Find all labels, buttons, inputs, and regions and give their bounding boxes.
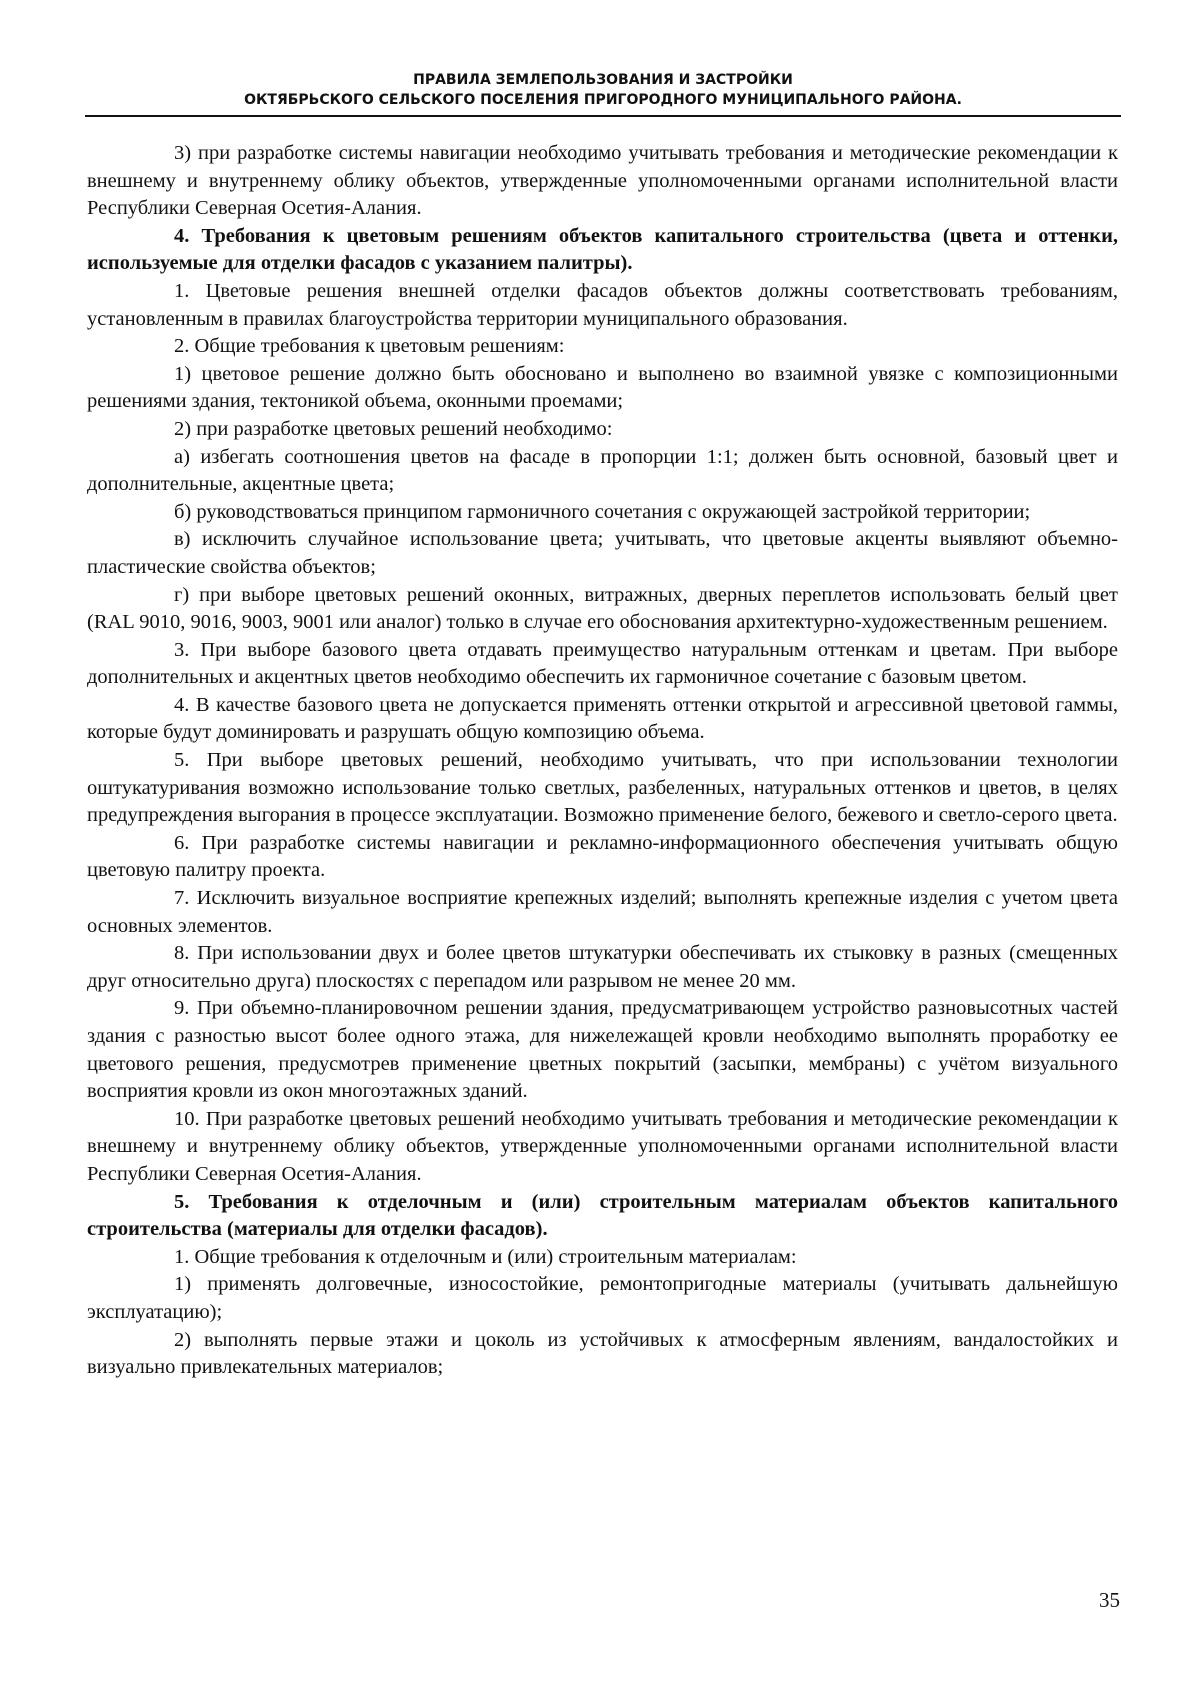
paragraph: в) исключить случайное использование цвета; учитывать, что цветовые акценты выявляют объемно-пластические свойства объектов;	[87, 528, 1118, 578]
page-number: 35	[1099, 1588, 1120, 1612]
paragraph: 1) цветовое решение должно быть обосновано и выполнено во взаимной увязке с композиционными решениями здания, тектоникой объема, оконными проемами;	[87, 362, 1118, 413]
paragraph: 7. Исключить визуальное восприятие крепежных изделий; выполнять крепежные изделия с учетом цвета основных элементов.	[87, 887, 1118, 937]
paragraph: 1. Общие требования к отделочным и (или) строительным материалам:	[174, 1245, 797, 1268]
section-heading-5: 5. Требования к отделочным и (или) строительным материалам объектов капитального строительства (материалы для отделки фасадов).	[87, 1190, 1118, 1241]
paragraph: 1) применять долговечные, износостойкие, ремонтопригодные материалы (учитывать дальнейшую эксплуатацию);	[87, 1273, 1118, 1323]
paragraph: г) при выборе цветовых решений оконных, витражных, дверных переплетов использовать белый цвет (RAL 9010, 9016, 9003, 9001 или аналог) только в случае его обоснования архитектурно-художественным решением.	[87, 583, 1118, 634]
paragraph: 2) при разработке цветовых решений необходимо:	[174, 417, 613, 440]
paragraph: 8. При использовании двух и более цветов штукатурки обеспечивать их стыковку в разных (смещенных друг относительно друга) плоскостях с перепадом или разрывом не менее 20 мм.	[87, 942, 1118, 992]
paragraph: 5. При выборе цветовых решений, необходимо учитывать, что при использовании технологии оштукатуривания возможно использование только светлых, разбеленных, натуральных оттенков и цветов, в целях предупреждения выгорания в процессе эксплуатации. Возможно применение белого, бежевого и светло-серого цвета.	[87, 749, 1118, 827]
section-heading-4: 4. Требования к цветовым решениям объектов капитального строительства (цвета и оттенки, используемые для отделки фасадов с указанием палитры).	[87, 224, 1118, 275]
header-line-2: ОКТЯБРЬСКОГО СЕЛЬСКОГО ПОСЕЛЕНИЯ ПРИГОРОДНОГО МУНИЦИПАЛЬНОГО РАЙОНА.	[244, 92, 962, 108]
paragraph: 6. При разработке системы навигации и рекламно-информационного обеспечения учитывать общую цветовую палитру проекта.	[87, 831, 1118, 882]
paragraph: 2. Общие требования к цветовым решениям:	[174, 335, 565, 358]
running-header	[85, 70, 1121, 110]
paragraph: 10. При разработке цветовых решений необходимо учитывать требования и методические рекомендации к внешнему и внутреннему облику объектов, утвержденные уполномоченными органами исполнительной власти Республики Северная Осетия-Алания.	[87, 1107, 1118, 1185]
paragraph: 9. При объемно-планировочном решении здания, предусматривающем устройство разновысотных частей здания с разностью высот более одного этажа, для нижележащей кровли необходимо выполнять проработку ее цветового решения, предусмотрев применение цветных покрытий (засыпки, мембраны) с учётом визуального восприятия кровли из окон многоэтажных зданий.	[87, 997, 1118, 1103]
paragraph: 1. Цветовые решения внешней отделки фасадов объектов должны соответствовать требованиям, установленным в правилах благоустройства территории муниципального образования.	[87, 279, 1118, 330]
paragraph: 4. В качестве базового цвета не допускается применять оттенки открытой и агрессивной цветовой гаммы, которые будут доминировать и разрушать общую композицию объема.	[87, 693, 1118, 744]
paragraph: а) избегать соотношения цветов на фасаде в пропорции 1:1; должен быть основной, базовый цвет и дополнительные, акцентные цвета;	[87, 445, 1118, 496]
paragraph: 3) при разработке системы навигации необходимо учитывать требования и методические рекомендации к внешнему и внутреннему облику объектов, утвержденные уполномоченными органами исполнительной власти Республики Северная Осетия-Алания.	[87, 142, 1118, 220]
body-text	[87, 140, 1118, 1382]
paragraph: 3. При выборе базового цвета отдавать преимущество натуральным оттенкам и цветам. При выборе дополнительных и акцентных цветов необходимо обеспечить их гармоничное сочетание с базовым цветом.	[87, 638, 1118, 689]
paragraph: 2) выполнять первые этажи и цоколь из устойчивых к атмосферным явлениям, вандалостойких и визуально привлекательных материалов;	[87, 1328, 1118, 1379]
header-divider	[85, 115, 1121, 117]
header-line-1: ПРАВИЛА ЗЕМЛЕПОЛЬЗОВАНИЯ И ЗАСТРОЙКИ	[413, 72, 793, 88]
paragraph: б) руководствоваться принципом гармоничного сочетания с окружающей застройкой территории;	[174, 500, 1031, 523]
